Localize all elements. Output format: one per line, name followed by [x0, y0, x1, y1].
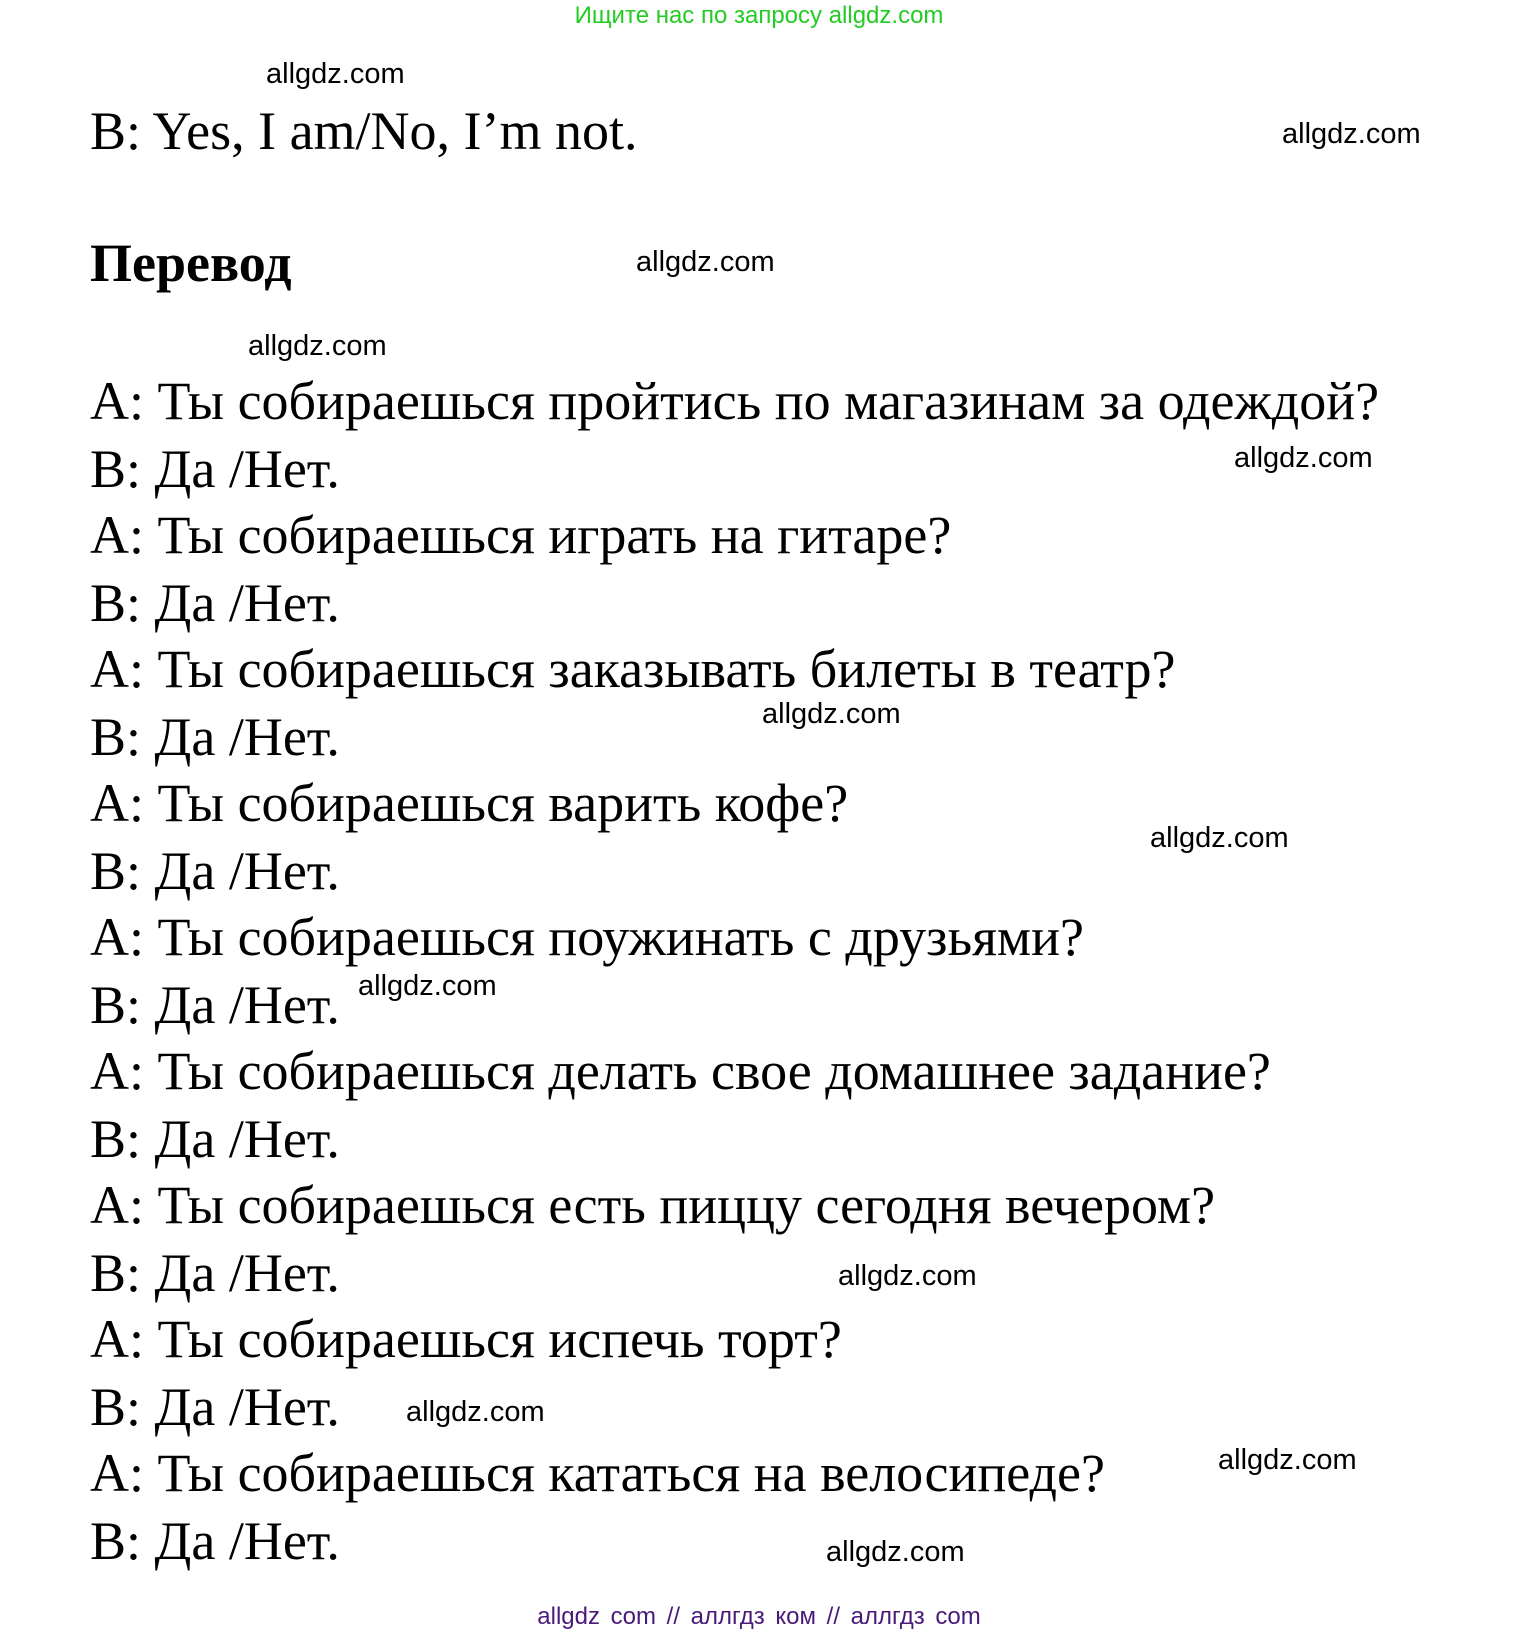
watermark: allgdz.com: [1234, 442, 1373, 474]
watermark: allgdz.com: [838, 1260, 977, 1292]
translation-heading: Перевод: [90, 233, 292, 293]
watermark: allgdz.com: [636, 246, 775, 278]
dialogue-line: B: Да /Нет.: [90, 1377, 340, 1437]
dialogue-line: A: Ты собираешься варить кофе?: [90, 773, 849, 833]
dialogue-line: A: Ты собираешься кататься на велосипеде?: [90, 1443, 1105, 1503]
dialogue-line: B: Да /Нет.: [90, 439, 340, 499]
watermark: allgdz.com: [1282, 118, 1421, 150]
dialogue-line: B: Да /Нет.: [90, 1109, 340, 1169]
watermark: allgdz.com: [358, 970, 497, 1002]
watermark: allgdz.com: [826, 1536, 965, 1568]
top-banner: Ищите нас по запросу allgdz.com: [574, 2, 944, 29]
dialogue-line: B: Да /Нет.: [90, 1511, 340, 1571]
dialogue-line: B: Да /Нет.: [90, 707, 340, 767]
watermark: allgdz.com: [248, 330, 387, 362]
answer-line: B: Yes, I am/No, I’m not.: [90, 101, 638, 161]
watermark: allgdz.com: [1218, 1444, 1357, 1476]
dialogue-line: B: Да /Нет.: [90, 841, 340, 901]
dialogue-line: A: Ты собираешься заказывать билеты в театр?: [90, 639, 1176, 699]
watermark: allgdz.com: [406, 1396, 545, 1428]
watermark: allgdz.com: [266, 58, 405, 90]
watermark: allgdz.com: [1150, 822, 1289, 854]
dialogue-line: B: Да /Нет.: [90, 975, 340, 1035]
dialogue-line: A: Ты собираешься играть на гитаре?: [90, 505, 952, 565]
dialogue-line: A: Ты собираешься испечь торт?: [90, 1309, 842, 1369]
dialogue-line: A: Ты собираешься есть пиццу сегодня вечером?: [90, 1175, 1216, 1235]
dialogue-line: A: Ты собираешься поужинать с друзьями?: [90, 907, 1084, 967]
dialogue-line: A: Ты собираешься делать свое домашнее задание?: [90, 1041, 1271, 1101]
dialogue-line: B: Да /Нет.: [90, 1243, 340, 1303]
watermark: allgdz.com: [762, 698, 901, 730]
bottom-banner: allgdz com // аллгдз ком // аллгдз com: [537, 1603, 981, 1630]
dialogue-line: B: Да /Нет.: [90, 573, 340, 633]
dialogue-line: A: Ты собираешься пройтись по магазинам за одеждой?: [90, 371, 1380, 431]
